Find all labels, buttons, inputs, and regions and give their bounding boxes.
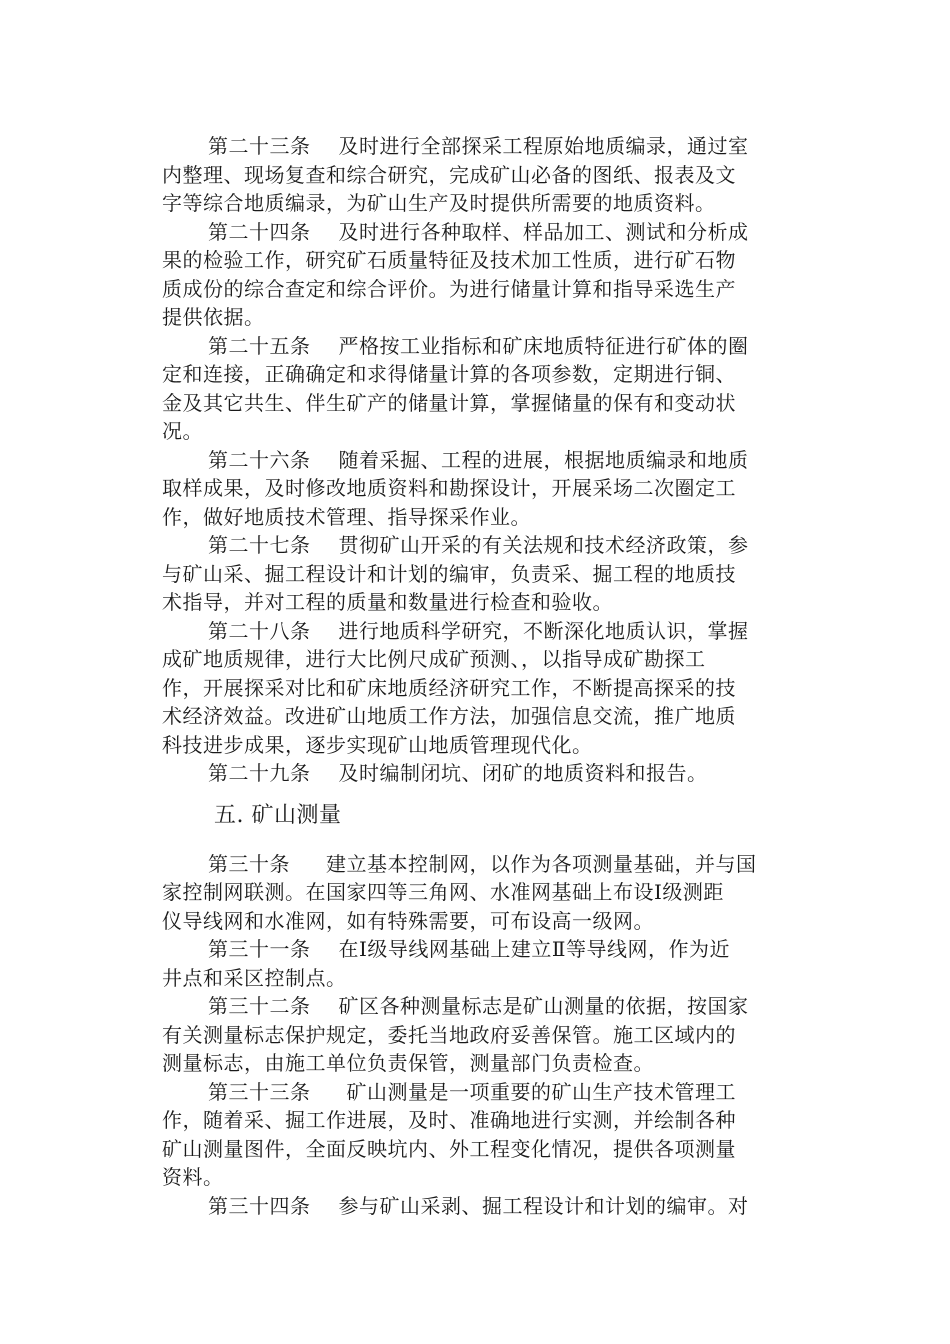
document-body: [162, 132, 757, 1220]
article-32-first-line: [162, 992, 754, 1021]
article-27-first-line: [162, 531, 754, 560]
article-26-first-line: [162, 446, 754, 475]
article-29-first-line: [162, 759, 754, 788]
article-27-text: 贯彻矿山开采的有关法规和技术经济政策，参: [338, 533, 749, 557]
article-27-line: 与矿山采、掘工程设计和计划的编审，负责采、掘工程的地质技: [162, 561, 736, 586]
article-30-line: 仪导线网和水准网，如有特殊需要，可布设高一级网。: [162, 908, 654, 933]
article-31-line: 井点和采区控制点。: [162, 965, 347, 990]
article-31-label: 第三十一条: [208, 937, 311, 961]
article-25-label: 第二十五条: [208, 333, 311, 358]
article-33-label: 第三十三条: [208, 1079, 311, 1104]
article-29-text: 及时编制闭坑、闭矿的地质资料和报告。: [338, 761, 708, 785]
article-24-first-line: [162, 218, 754, 247]
article-28-line: 作，开展探采对比和矿床地质经济研究工作，不断提高探采的技: [162, 675, 736, 700]
article-25-first-line: [162, 332, 754, 361]
article-32-label: 第三十二条: [208, 994, 311, 1018]
article-26-line: 作，做好地质技术管理、指导探采作业。: [162, 504, 531, 529]
article-34-text: 参与矿山采剥、掘工程设计和计划的编审。对: [338, 1193, 749, 1218]
article-28-line: 科技进步成果，逐步实现矿山地质管理现代化。: [162, 732, 593, 757]
article-26-label: 第二十六条: [208, 447, 311, 472]
article-28-text: 进行地质科学研究，不断深化地质认识，掌握: [338, 618, 749, 643]
article-26-line: 取样成果，及时修改地质资料和勘探设计，开展采场二次圈定工: [162, 476, 736, 500]
article-28-line: 术经济效益。改进矿山地质工作方法，加强信息交流，推广地质: [162, 704, 736, 728]
article-32-text: 矿区各种测量标志是矿山测量的依据，按国家: [338, 994, 749, 1018]
article-23-line: 字等综合地质编录，为矿山生产及时提供所需要的地质资料。: [162, 191, 716, 215]
article-31-first-line: [162, 935, 754, 964]
article-27-label: 第二十七条: [208, 533, 311, 557]
article-31-text: 在Ⅰ级导线网基础上建立Ⅱ等导线网，作为近: [338, 937, 730, 961]
article-30-first-line: [162, 850, 757, 879]
article-24-label: 第二十四条: [208, 219, 311, 244]
article-30-text: 建立基本控制网，以作为各项测量基础，并与国: [326, 851, 757, 876]
article-24-text: 及时进行各种取样、样品加工、测试和分析成: [338, 219, 749, 244]
article-25-text: 严格按工业指标和矿床地质特征进行矿体的圈: [338, 333, 749, 358]
article-29-label: 第二十九条: [208, 761, 311, 785]
article-23-label: 第二十三条: [208, 134, 311, 158]
article-32-line: 有关测量标志保护规定，委托当地政府妥善保管。施工区域内的: [162, 1022, 736, 1047]
article-30-line: 家控制网联测。在国家四等三角网、水准网基础上布设Ⅰ级测距: [162, 880, 724, 904]
article-33-line: 矿山测量图件，全面反映坑内、外工程变化情况，提供各项测量: [162, 1136, 736, 1161]
article-25-line: 金及其它共生、伴生矿产的储量计算，掌握储量的保有和变动状: [162, 390, 736, 415]
article-34-label: 第三十四条: [208, 1193, 311, 1218]
article-28-line: 成矿地质规律，进行大比例尺成矿预测、，以指导成矿勘探工: [162, 647, 706, 671]
article-30-label: 第三十条: [208, 851, 290, 876]
article-28-first-line: [162, 617, 754, 646]
article-27-line: 术指导，并对工程的质量和数量进行检查和验收。: [162, 590, 613, 614]
section-heading: 五. 矿山测量: [214, 802, 342, 828]
article-23-first-line: [162, 132, 754, 161]
article-24-line: 提供依据。: [162, 305, 265, 329]
article-23-line: 内整理、现场复查和综合研究，完成矿山必备的图纸、报表及文: [162, 162, 736, 187]
article-24-line: 果的检验工作，研究矿石质量特征及技术加工性质，进行矿石物: [162, 248, 736, 272]
article-33-line: 作，随着采、掘工作进展，及时、准确地进行实测，并绘制各种: [162, 1108, 736, 1132]
article-25-line: 定和连接，正确确定和求得储量计算的各项参数，定期进行铜、: [162, 362, 736, 386]
article-28-label: 第二十八条: [208, 618, 311, 643]
article-25-line: 况。: [162, 419, 203, 443]
article-33-line: 资料。: [162, 1165, 224, 1189]
article-24-line: 质成份的综合查定和综合评价。为进行储量计算和指导采选生产: [162, 276, 736, 301]
article-26-text: 随着采掘、工程的进展，根据地质编录和地质: [338, 447, 749, 472]
article-33-first-line: [162, 1078, 754, 1107]
article-34-first-line: [162, 1192, 754, 1221]
article-32-line: 测量标志，由施工单位负责保管，测量部门负责检查。: [162, 1051, 654, 1075]
article-33-text: 矿山测量是一项重要的矿山生产技术管理工: [346, 1079, 736, 1104]
article-23-text: 及时进行全部探采工程原始地质编录，通过室: [338, 134, 749, 158]
